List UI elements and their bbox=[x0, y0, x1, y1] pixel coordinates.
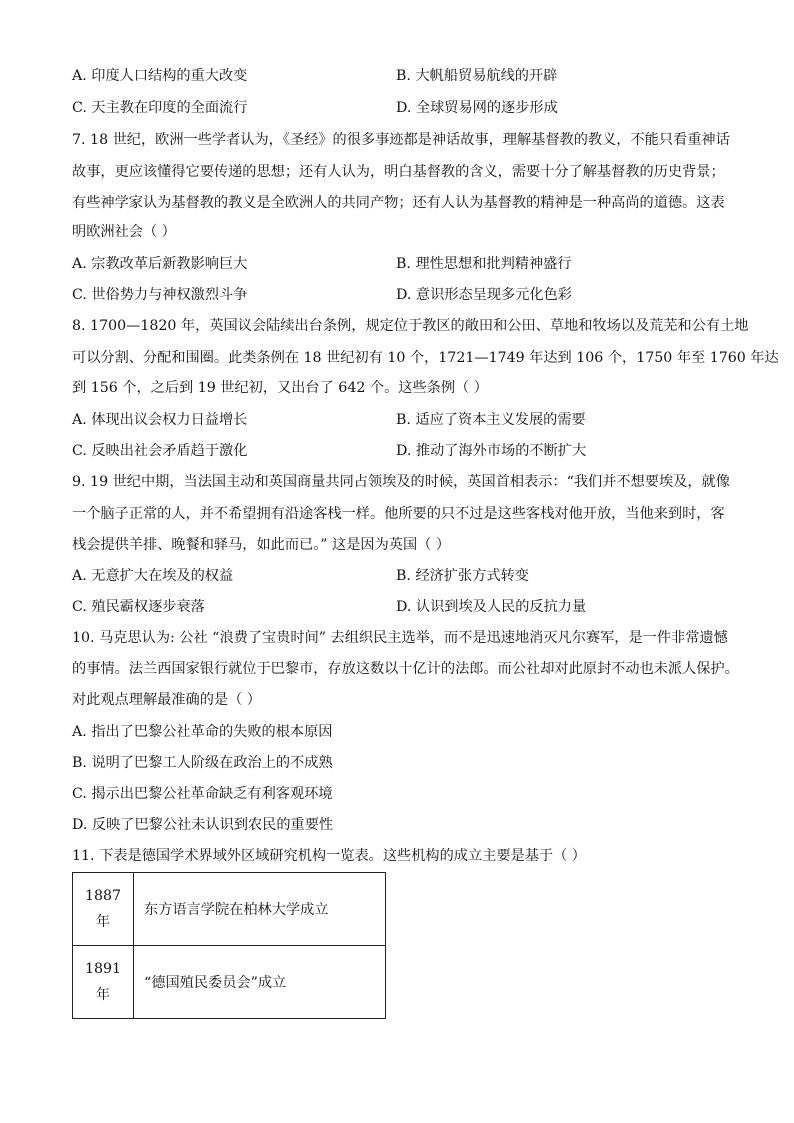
q10-option-b[interactable]: B. 说明了巴黎工人阶级在政治上的不成熟 bbox=[72, 755, 333, 771]
year-unit: 年 bbox=[95, 914, 111, 930]
q9-option-d[interactable]: D. 认识到埃及人民的反抗力量 bbox=[396, 599, 587, 615]
q9-stem-line-3: 栈会提供羊排、晚餐和驿马，如此而已。” 这是因为英国（ ） bbox=[72, 537, 451, 553]
q7-stem-line-2: 故事，更应该懂得它要传递的思想；还有人认为，明白基督教的含义，需要十分了解基督教的历史背景； bbox=[72, 164, 725, 180]
q6-option-row-cd bbox=[72, 98, 732, 118]
table-year-cell bbox=[73, 873, 134, 946]
table-event-cell: “德国殖民委员会”成立 bbox=[134, 946, 386, 1019]
q9-option-c[interactable]: C. 殖民霸权逐步衰落 bbox=[72, 599, 205, 615]
q11-institution-table bbox=[72, 872, 386, 1019]
q7-stem-line-4: 明欧洲社会（ ） bbox=[72, 224, 176, 240]
q8-option-d[interactable]: D. 推动了海外市场的不断扩大 bbox=[396, 443, 587, 459]
q7-option-b[interactable]: B. 理性思想和批判精神盛行 bbox=[396, 256, 572, 272]
q9-stem-line-1: 9. 19 世纪中期，当法国主动和英国商量共同占领埃及的时候，英国首相表示：“我们并不想要埃及，就像 bbox=[72, 474, 730, 490]
table-row bbox=[73, 873, 386, 946]
q7-option-row-cd bbox=[72, 285, 732, 305]
q9-stem-line-2: 一个脑子正常的人，并不希望拥有沿途客栈一样。他所要的只不过是这些客栈对他开放，当他来到时，客 bbox=[72, 506, 725, 522]
q7-option-row-ab bbox=[72, 254, 732, 274]
q7-option-c[interactable]: C. 世俗势力与神权激烈斗争 bbox=[72, 287, 248, 303]
q9-option-row-cd bbox=[72, 597, 732, 617]
q10-stem-line-1: 10. 马克思认为: 公社 “浪费了宝贵时间” 去组织民主选举，而不是迅速地消灭凡尔赛军，是一件非常遗憾 bbox=[72, 630, 728, 646]
q6-option-b[interactable]: B. 大帆船贸易航线的开辟 bbox=[396, 68, 558, 84]
q8-option-c[interactable]: C. 反映出社会矛盾趋于激化 bbox=[72, 443, 248, 459]
q9-option-row-ab bbox=[72, 566, 732, 586]
q6-option-a[interactable]: A. 印度人口结构的重大改变 bbox=[72, 68, 248, 84]
q11-stem: 11. 下表是德国学术界域外区域研究机构一览表。这些机构的成立主要是基于（ ） bbox=[72, 848, 586, 864]
q8-option-b[interactable]: B. 适应了资本主义发展的需要 bbox=[396, 412, 586, 428]
q9-option-b[interactable]: B. 经济扩张方式转变 bbox=[396, 568, 529, 584]
q10-stem-line-2: 的事情。法兰西国家银行就位于巴黎市，存放这数以十亿计的法郎。而公社却对此原封不动也未派人保护。 bbox=[72, 661, 739, 677]
q10-stem-line-3: 对此观点理解最准确的是（ ） bbox=[72, 692, 261, 708]
q8-option-a[interactable]: A. 体现出议会权力日益增长 bbox=[72, 412, 248, 428]
q7-option-d[interactable]: D. 意识形态呈现多元化色彩 bbox=[396, 287, 572, 303]
q10-option-c[interactable]: C. 揭示出巴黎公社革命缺乏有利客观环境 bbox=[72, 786, 333, 802]
q8-stem-line-3: 到 156 个，之后到 19 世纪初，又出台了 642 个。这些条例（ ） bbox=[72, 380, 488, 396]
q7-option-a[interactable]: A. 宗教改革后新教影响巨大 bbox=[72, 256, 248, 272]
q7-stem-line-1: 7. 18 世纪，欧洲一些学者认为，《圣经》的很多事迹都是神话故事，理解基督教的教义，不能只看重神话 bbox=[72, 132, 730, 148]
q8-stem-line-2: 可以分割、分配和围圈。此类条例在 18 世纪初有 10 个，1721—1749 年达到 106 个，1750 年至 1760 年达 bbox=[72, 350, 779, 366]
table-event-cell: 东方语言学院在柏林大学成立 bbox=[134, 873, 386, 946]
q7-stem-line-3: 有些神学家认为基督教的教义是全欧洲人的共同产物；还有人认为基督教的精神是一种高尚的道德。这表 bbox=[72, 195, 725, 211]
year-value: 1891 bbox=[84, 961, 122, 977]
q8-stem-line-1: 8. 1700—1820 年，英国议会陆续出台条例，规定位于教区的敞田和公田、草地和牧场以及荒芜和公有土地 bbox=[72, 318, 749, 334]
q10-option-d[interactable]: D. 反映了巴黎公社未认识到农民的重要性 bbox=[72, 817, 334, 833]
q8-option-row-cd bbox=[72, 441, 732, 461]
table-year-cell bbox=[73, 946, 134, 1019]
q9-option-a[interactable]: A. 无意扩大在埃及的权益 bbox=[72, 568, 234, 584]
q6-option-d[interactable]: D. 全球贸易网的逐步形成 bbox=[396, 100, 558, 116]
q6-option-row-ab bbox=[72, 66, 732, 86]
q10-option-a[interactable]: A. 指出了巴黎公社革命的失败的根本原因 bbox=[72, 724, 333, 740]
q6-option-c[interactable]: C. 天主教在印度的全面流行 bbox=[72, 100, 248, 116]
year-unit: 年 bbox=[95, 987, 111, 1003]
q8-option-row-ab bbox=[72, 410, 732, 430]
year-value: 1887 bbox=[84, 888, 122, 904]
table-row bbox=[73, 946, 386, 1019]
